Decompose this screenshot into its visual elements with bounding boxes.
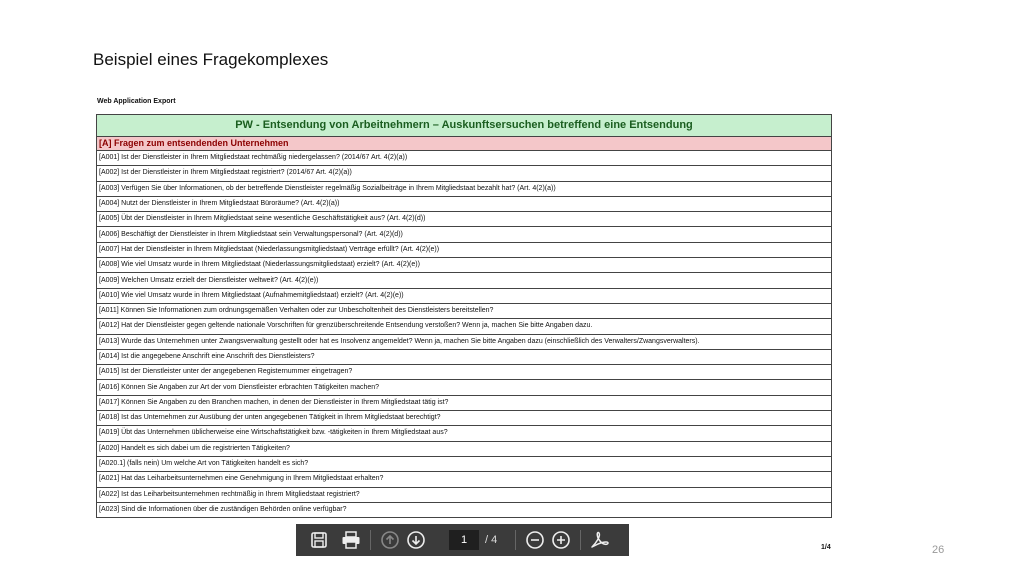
question-cell: [A013] Wurde das Unternehmen unter Zwangsverwaltung gestellt oder hat es Insolvenz angemeldet? Wenn ja, machen Sie bitte Angaben dazu (einschließlich des Verwalters/Zwangsverwalters). [97, 334, 832, 349]
pdf-toolbar [296, 524, 629, 556]
table-row [97, 349, 832, 364]
question-cell: [A021] Hat das Leiharbeitsunternehmen eine Genehmigung in Ihrem Mitgliedstaat erhalten? [97, 472, 832, 487]
table-row [97, 303, 832, 318]
question-cell: [A014] Ist die angegebene Anschrift eine Anschrift des Dienstleisters? [97, 349, 832, 364]
question-cell: [A005] Übt der Dienstleister in Ihrem Mitgliedstaat seine wesentliche Geschäftstätigkeit aus? (Art. 4(2)(d)) [97, 212, 832, 227]
toolbar-divider [515, 530, 516, 550]
export-label: Web Application Export [97, 98, 176, 105]
table-row [97, 288, 832, 303]
table-row [97, 487, 832, 502]
table-row [97, 426, 832, 441]
table-row [97, 395, 832, 410]
arrow-up-icon[interactable] [379, 529, 401, 551]
table-row [97, 411, 832, 426]
slide-title: Beispiel eines Fragekomplexes [93, 50, 329, 69]
table-row [97, 151, 832, 166]
question-cell: [A001] Ist der Dienstleister in Ihrem Mitgliedstaat rechtmäßig niedergelassen? (2014/67 Art. 4(2)(a)) [97, 151, 832, 166]
question-cell: [A008] Wie viel Umsatz wurde in Ihrem Mitgliedstaat (Niederlassungsmitgliedstaat) erzielt? (Art. 4(2)(e)) [97, 258, 832, 273]
section-row [97, 137, 832, 151]
question-cell: [A002] Ist der Dienstleister in Ihrem Mitgliedstaat registriert? (2014/67 Art. 4(2)(a)) [97, 166, 832, 181]
page-number-input[interactable] [449, 530, 479, 550]
table-header-row [97, 115, 832, 137]
table-row [97, 196, 832, 211]
question-cell: [A015] Ist der Dienstleister unter der angegebenen Registernummer eingetragen? [97, 365, 832, 380]
table-row [97, 334, 832, 349]
table-row [97, 319, 832, 334]
question-table [96, 114, 832, 518]
question-cell: [A004] Nutzt der Dienstleister in Ihrem Mitgliedstaat Büroräume? (Art. 4(2)(a)) [97, 196, 832, 211]
table-row [97, 365, 832, 380]
question-cell: [A010] Wie viel Umsatz wurde in Ihrem Mitgliedstaat (Aufnahmemitgliedstaat) erzielt? (Art. 4(2)(e)) [97, 288, 832, 303]
table-row [97, 181, 832, 196]
question-cell: [A009] Welchen Umsatz erzielt der Dienstleister weltweit? (Art. 4(2)(e)) [97, 273, 832, 288]
question-cell: [A020] Handelt es sich dabei um die registrierten Tätigkeiten? [97, 441, 832, 456]
question-cell: [A019] Übt das Unternehmen üblicherweise eine Wirtschaftstätigkeit bzw. -tätigkeiten in Ihrem Mitgliedstaat aus? [97, 426, 832, 441]
table-row [97, 258, 832, 273]
table-header: PW - Entsendung von Arbeitnehmern – Auskunftsersuchen betreffend eine Entsendung [97, 115, 832, 137]
page-count: 1/4 [821, 544, 831, 551]
question-cell: [A011] Können Sie Informationen zum ordnungsgemäßen Verhalten oder zur Unbescholtenheit des Dienstleisters bereitstellen? [97, 303, 832, 318]
table-row [97, 456, 832, 471]
zoom-out-icon[interactable] [524, 529, 546, 551]
print-icon[interactable] [340, 529, 362, 551]
page-total: / 4 [485, 534, 498, 546]
question-cell: [A016] Können Sie Angaben zur Art der vom Dienstleister erbrachten Tätigkeiten machen? [97, 380, 832, 395]
table-row [97, 227, 832, 242]
question-cell: [A017] Können Sie Angaben zu den Branchen machen, in denen der Dienstleister in Ihrem Mitgliedstaat tätig ist? [97, 395, 832, 410]
question-cell: [A023] Sind die Informationen über die zuständigen Behörden online verfügbar? [97, 502, 832, 517]
question-cell: [A003] Verfügen Sie über Informationen, ob der betreffende Dienstleister regelmäßig Sozialbeiträge in Ihrem Mitgliedstaat bezahlt hat? (Art. 4(2)(a)) [97, 181, 832, 196]
save-icon[interactable] [308, 529, 330, 551]
question-cell: [A012] Hat der Dienstleister gegen geltende nationale Vorschriften für grenzüberschreitende Entsendung verstoßen? Wenn ja, machen Sie bitte Angaben dazu. [97, 319, 832, 334]
question-cell: [A020.1] (falls nein) Um welche Art von Tätigkeiten handelt es sich? [97, 456, 832, 471]
acrobat-icon[interactable] [589, 529, 611, 551]
zoom-in-icon[interactable] [550, 529, 572, 551]
table-row [97, 212, 832, 227]
table-row [97, 441, 832, 456]
toolbar-divider [370, 530, 371, 550]
question-cell: [A022] Ist das Leiharbeitsunternehmen rechtmäßig in Ihrem Mitgliedstaat registriert? [97, 487, 832, 502]
question-cell: [A007] Hat der Dienstleister in Ihrem Mitgliedstaat (Niederlassungsmitgliedstaat) Verträge erfüllt? (Art. 4(2)(e)) [97, 242, 832, 257]
table-row [97, 502, 832, 517]
slide-number: 26 [932, 544, 945, 556]
table-row [97, 242, 832, 257]
table-row [97, 380, 832, 395]
toolbar-divider [580, 530, 581, 550]
arrow-down-icon[interactable] [405, 529, 427, 551]
section-title: [A] Fragen zum entsendenden Unternehmen [97, 137, 832, 151]
table-row [97, 273, 832, 288]
table-row [97, 166, 832, 181]
question-cell: [A018] Ist das Unternehmen zur Ausübung der unten angegebenen Tätigkeit in Ihrem Mitgliedstaat berechtigt? [97, 411, 832, 426]
table-row [97, 472, 832, 487]
question-cell: [A006] Beschäftigt der Dienstleister in Ihrem Mitgliedstaat sein Verwaltungspersonal? (Art. 4(2)(d)) [97, 227, 832, 242]
